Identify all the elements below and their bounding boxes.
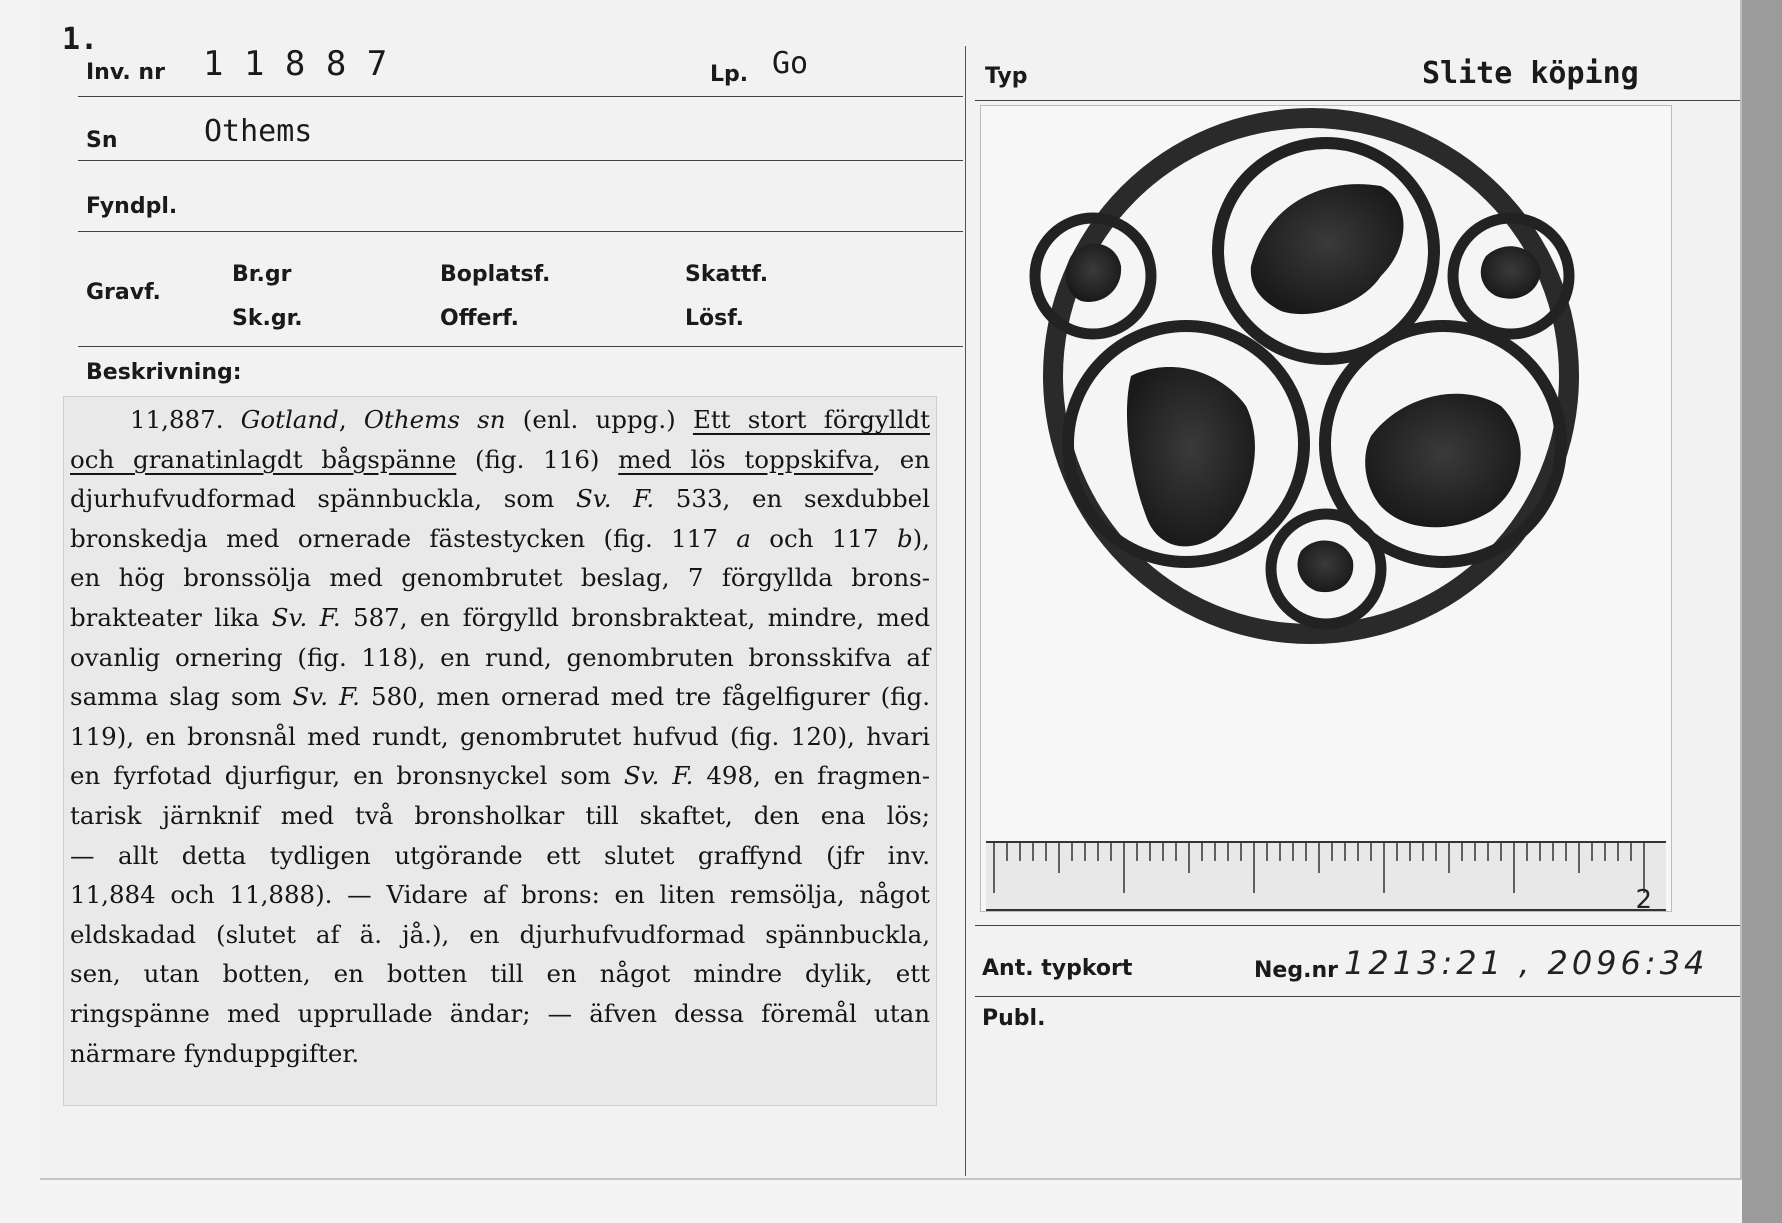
ant-typkort-label: Ant. typkort [982,956,1133,981]
rule-sn [78,160,963,161]
corner-number: 1. [62,22,99,57]
description-line [70,1034,930,1074]
description-segment: 11,884 och 11,888). — Vidare af brons: en liten remsölja, något [70,880,930,910]
description-line [70,558,930,598]
description-segment: 587, en förgylld bronsbrakteat, mindre, med [340,602,930,632]
description-segment: 533, en sexdubbel [654,484,930,514]
description-segment: ), [912,523,930,553]
description-segment: samma slag som [70,682,293,712]
description-segment: med lös toppskifva [618,444,874,474]
description-line [70,954,930,994]
description-segment: och granatinlagdt bågspänne [70,444,457,474]
brgr-label: Br.gr [232,262,292,287]
scale-label: 2 [1635,885,1652,915]
description-segment: ringspänne med upprullade ändar; — äfven dessa föremål utan [70,998,930,1028]
beskrivning-label: Beskrivning: [86,360,242,385]
publ-label: Publ. [982,1006,1046,1031]
description-segment: 119), en bronsnål med rundt, genombrutet hufvud (fig. 120), hvari [70,721,930,751]
description-text [70,400,930,1073]
skgr-label: Sk.gr. [232,306,303,331]
description-segment: en fyrfotad djurfigur, en bronsnyckel som [70,761,624,791]
description-segment: (fig. 116) [456,444,619,474]
description-line [70,717,930,757]
description-line [70,479,930,519]
negnr-label: Neg.nr [1254,958,1338,983]
description-segment: eldskadad (slutet af ä. jå.), en djurhufvudformad spännbuckla, [70,919,930,949]
description-segment: sen, utan botten, en botten till en något mindre dylik, ett [70,959,930,989]
gravf-label: Gravf. [86,280,161,305]
description-segment: Ett stort förgylldt [692,405,931,434]
description-segment: Sv. F. [292,682,360,712]
object-photograph [980,105,1672,915]
typ-label: Typ [985,64,1028,89]
description-segment: bronskedja med ornerade fästestycken (fig. 117 [70,523,737,553]
scan-background-edge [1742,0,1782,1223]
negnr-value: 1213:21 , 2096:34 [1344,944,1709,982]
description-segment: djurhufvudformad spännbuckla, som [70,484,576,514]
sn-value: Othems [204,114,313,149]
description-line [70,875,930,915]
description-segment: en hög bronssölja med genombrutet beslag, 7 förgyllda brons- [70,563,930,593]
rule-fyndpl [78,231,963,232]
description-line [70,994,930,1034]
description-line [70,400,930,440]
description-line [70,836,930,876]
description-line [70,915,930,955]
description-line [70,598,930,638]
sn-label: Sn [86,128,118,153]
description-segment: Sv. F. [575,484,655,514]
description-segment: , en [873,444,930,474]
inv-value: 1 1 8 8 7 [203,44,388,84]
description-segment: a [736,523,751,553]
column-divider [965,46,966,1176]
measuring-scale [986,841,1666,915]
description-segment: Gotland [240,405,339,434]
rule-gravf [78,346,963,347]
description-segment: brakteater lika [70,602,272,632]
boplatsf-label: Boplatsf. [440,262,551,287]
rule-typ [975,100,1740,101]
fyndpl-label: Fyndpl. [86,194,178,219]
description-segment: Sv. F. [271,602,341,632]
typ-value: Slite köping [1422,56,1639,91]
rule-inv [78,96,963,97]
description-line [70,440,930,480]
description-segment: (enl. uppg.) [505,405,693,434]
rule-ant [975,996,1740,997]
description-segment: b [896,523,913,553]
description-segment: — allt detta tydligen utgörande ett slutet graffynd (jfr inv. [70,840,930,870]
description-line [70,756,930,796]
description-segment: Sv. F. [623,761,694,791]
openwork-disc-image [981,106,1671,911]
lp-label: Lp. [710,62,749,87]
description-segment: 580, men ornerad med tre fågelfigurer (fig. [359,682,931,712]
losf-label: Lösf. [685,306,744,331]
rule-photo [975,925,1740,926]
description-segment: Othems sn [363,405,506,434]
scale-ticks [986,843,1666,909]
description-segment: närmare fynduppgifter. [70,1038,360,1068]
skattf-label: Skattf. [685,262,769,287]
description-line [70,677,930,717]
description-line [70,519,930,559]
description-segment: och 117 [750,523,897,553]
offerf-label: Offerf. [440,306,520,331]
description-segment: tarisk järnknif med två bronsholkar till skaftet, den ena lös; [70,800,930,830]
description-segment: 11,887. [130,405,241,434]
description-line [70,796,930,836]
lp-value: Go [772,46,809,81]
inv-label: Inv. nr [86,60,165,85]
description-segment: 498, en fragmen- [693,761,930,791]
description-segment: , [338,405,364,434]
description-line [70,638,930,678]
description-segment: ovanlig ornering (fig. 118), en rund, genombruten bronsskifva af [70,642,930,672]
